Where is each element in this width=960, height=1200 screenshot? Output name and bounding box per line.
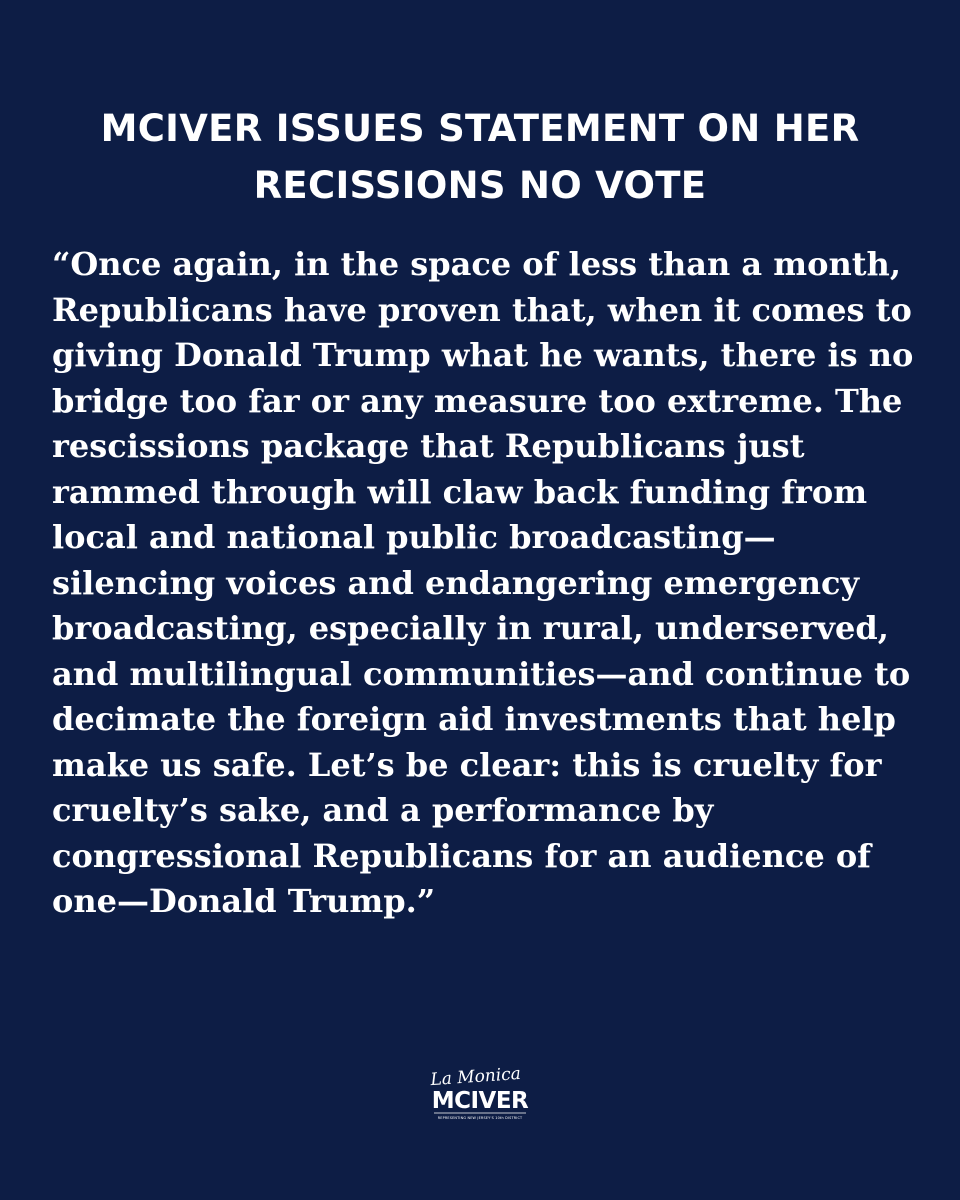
quote-line: cruelty’s sake, and a performance by: [52, 791, 714, 829]
logo-tagline-text: REPRESENTING NEW JERSEY'S 10th DISTRICT: [437, 1116, 523, 1120]
quote-line: decimate the foreign aid investments that help: [52, 700, 896, 738]
quote-line: and multilingual communities—and continue to: [52, 654, 911, 693]
statement-quote: [52, 242, 932, 925]
quote-line: silencing voices and endangering emergency: [52, 563, 860, 602]
mciver-logo: [428, 1062, 532, 1132]
quote-line: Republicans have proven that, when it comes to: [52, 290, 912, 329]
quote-line: congressional Republicans for an audience of: [52, 836, 871, 875]
title-line-2: RECISSIONS NO VOTE: [253, 164, 707, 207]
quote-line: bridge too far or any measure too extreme. The: [52, 381, 903, 420]
logo-name-text: MCIVER: [431, 1088, 529, 1114]
quote-line: one—Donald Trump.”: [52, 882, 436, 920]
quote-line: “Once again, in the space of less than a month,: [52, 245, 901, 283]
logo-script-text: La Monica: [429, 1063, 522, 1091]
quote-line: rammed through will claw back funding from: [52, 472, 868, 511]
title-line-1: MCIVER ISSUES STATEMENT ON HER: [100, 107, 860, 150]
quote-line: giving Donald Trump what he wants, there is no: [52, 336, 914, 374]
statement-title: [40, 100, 920, 214]
quote-line: broadcasting, especially in rural, underserved,: [52, 609, 889, 647]
quote-line: local and national public broadcasting—: [52, 518, 776, 556]
quote-line: make us safe. Let’s be clear: this is cruelty for: [52, 745, 882, 784]
quote-line: rescissions package that Republicans just: [52, 427, 805, 465]
